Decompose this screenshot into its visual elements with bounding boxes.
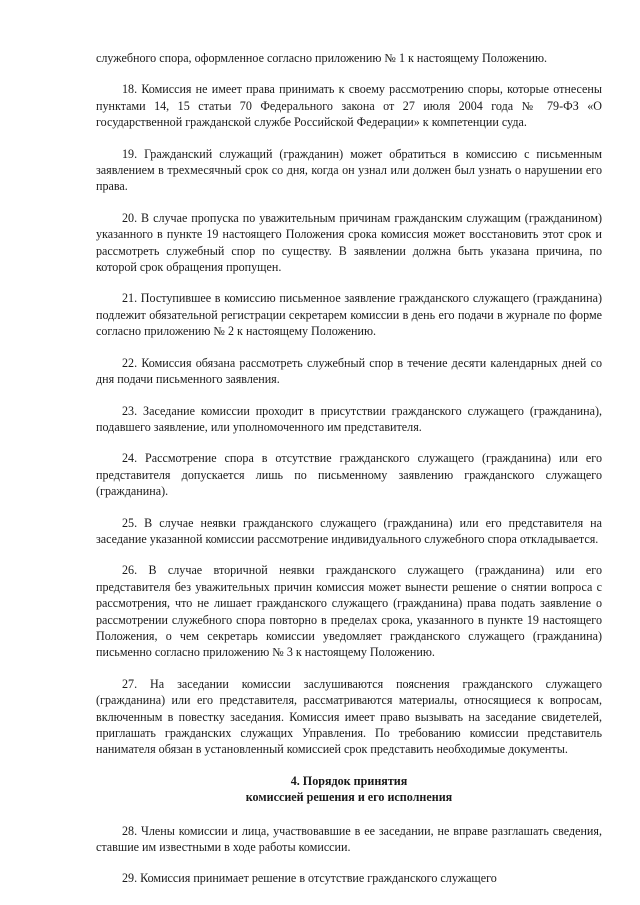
paragraph-18: 18. Комиссия не имеет права принимать к своему рассмотрению споры, которые отнесены пунктами 14, 15 статьи 70 Федерального закона от 27 июля 2004 года № 79-ФЗ «О государственной гражданской службе Российской Федерации» к компетенции суда. bbox=[96, 82, 602, 130]
section-4-heading-line2: комиссией решения и его исполнения bbox=[245, 790, 453, 805]
paragraph-29-start: 29. Комиссия принимает решение в отсутствие гражданского служащего bbox=[122, 871, 497, 886]
paragraph-26: 26. В случае вторичной неявки гражданского служащего (гражданина) или его представителя без уважительных причин комиссия может вынести решение о снятии вопроса с рассмотрения, что не лишает гражданского служащего (гражданина) права подать заявление о рассмотрении служебного спора повторно в пределах срока, указанного в пункте 19 настоящего Положения, о чем секретарь комиссии уведомляет гражданского служащего (гражданина) письменно согласно приложению № 3 к настоящему Положению. bbox=[96, 563, 602, 660]
paragraph-19: 19. Гражданский служащий (гражданин) может обратиться в комиссию с письменным заявлением в трехмесячный срок со дня, когда он узнал или должен был узнать о нарушении его права. bbox=[96, 146, 602, 194]
paragraph-24: 24. Рассмотрение спора в отсутствие гражданского служащего (гражданина) или его представителя допускается лишь по письменному заявлению гражданского служащего (гражданина). bbox=[96, 451, 602, 499]
paragraph-20: 20. В случае пропуска по уважительным причинам гражданским служащим (гражданином) указанного в пункте 19 настоящего Положения срока комиссия может восстановить этот срок и рассмотреть служебный спор по существу. В заявлении должна быть указана причина, по которой срок обращения пропущен. bbox=[96, 210, 602, 275]
paragraph-23: 23. Заседание комиссии проходит в присутствии гражданского служащего (гражданина), подавшего заявление, или уполномоченного им представителя. bbox=[96, 403, 602, 434]
paragraph-22: 22. Комиссия обязана рассмотреть служебный спор в течение десяти календарных дней со дня подачи письменного заявления. bbox=[96, 355, 602, 387]
section-4-heading bbox=[96, 773, 602, 806]
paragraph-27: 27. На заседании комиссии заслушиваются пояснения гражданского служащего (гражданина) или его представителя, рассматриваются материалы, относящиеся к вопросам, включенным в повестку заседания. Комиссия имеет право вызывать на заседание свидетелей, приглашать гражданских служащих Управления. По требованию комиссии представитель нанимателя обязан в установленный комиссией срок представить необходимые документы. bbox=[96, 676, 602, 757]
document-body bbox=[96, 50, 602, 887]
section-4-heading-line1: 4. Порядок принятия bbox=[290, 773, 408, 788]
paragraph-21: 21. Поступившее в комиссию письменное заявление гражданского служащего (гражданина) подлежит обязательной регистрации секретарем комиссии в день его подачи в журнале по форме согласно приложению № 2 к настоящему Положению. bbox=[96, 291, 602, 339]
paragraph-28: 28. Члены комиссии и лица, участвовавшие в ее заседании, не вправе разглашать сведения, ставшие им известными в ходе работы комиссии. bbox=[96, 823, 602, 855]
paragraph-25: 25. В случае неявки гражданского служащего (гражданина) или его представителя на заседание указанной комиссии рассмотрение индивидуального служебного спора откладывается. bbox=[96, 515, 602, 546]
paragraph-17-tail: служебного спора, оформленное согласно приложению № 1 к настоящему Положению. bbox=[96, 51, 548, 65]
